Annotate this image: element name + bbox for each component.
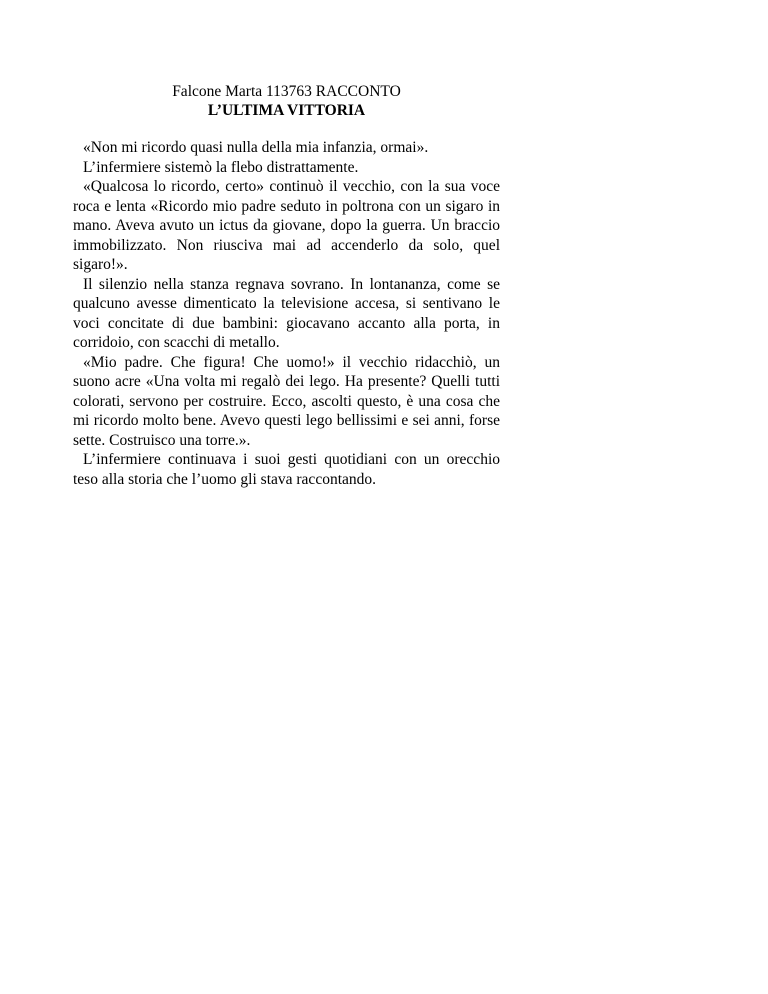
author-line: Falcone Marta 113763 RACCONTO bbox=[172, 83, 401, 100]
paragraph: L’infermiere continuava i suoi gesti quotidiani con un orecchio teso alla storia che l’uomo gli stava raccontando. bbox=[73, 451, 500, 488]
document-page bbox=[73, 82, 500, 489]
paragraph: L’infermiere sistemò la flebo distrattamente. bbox=[83, 158, 359, 176]
document-header bbox=[73, 82, 500, 120]
paragraph: «Mio padre. Che figura! Che uomo!» il vecchio ridacchiò, un suono acre «Una volta mi regalò dei lego. Ha presente? Quelli tutti colorati, servono per costruire. Ecco, ascolti questo, è una cosa che mi ricordo molto bene. Avevo questi lego bellissimi e sei anni, forse sette. Costruisco una torre.». bbox=[73, 353, 500, 449]
paragraph: «Qualcosa lo ricordo, certo» continuò il vecchio, con la sua voce roca e lenta «Ricordo mio padre seduto in poltrona con un sigaro in mano. Aveva avuto un ictus da giovane, dopo la guerra. Un braccio immobilizzato. Non riusciva mai ad accenderlo da solo, quel sigaro!». bbox=[73, 178, 500, 273]
paragraph: Il silenzio nella stanza regnava sovrano. In lontananza, come se qualcuno avesse dimenticato la televisione accesa, si sentivano le voci concitate di due bambini: giocavano accanto alla porta, in corridoio, con scacchi di metallo. bbox=[73, 275, 500, 351]
paragraph: «Non mi ricordo quasi nulla della mia infanzia, ormai». bbox=[83, 139, 429, 156]
story-title: L’ULTIMA VITTORIA bbox=[207, 102, 366, 119]
story-body bbox=[73, 138, 500, 489]
